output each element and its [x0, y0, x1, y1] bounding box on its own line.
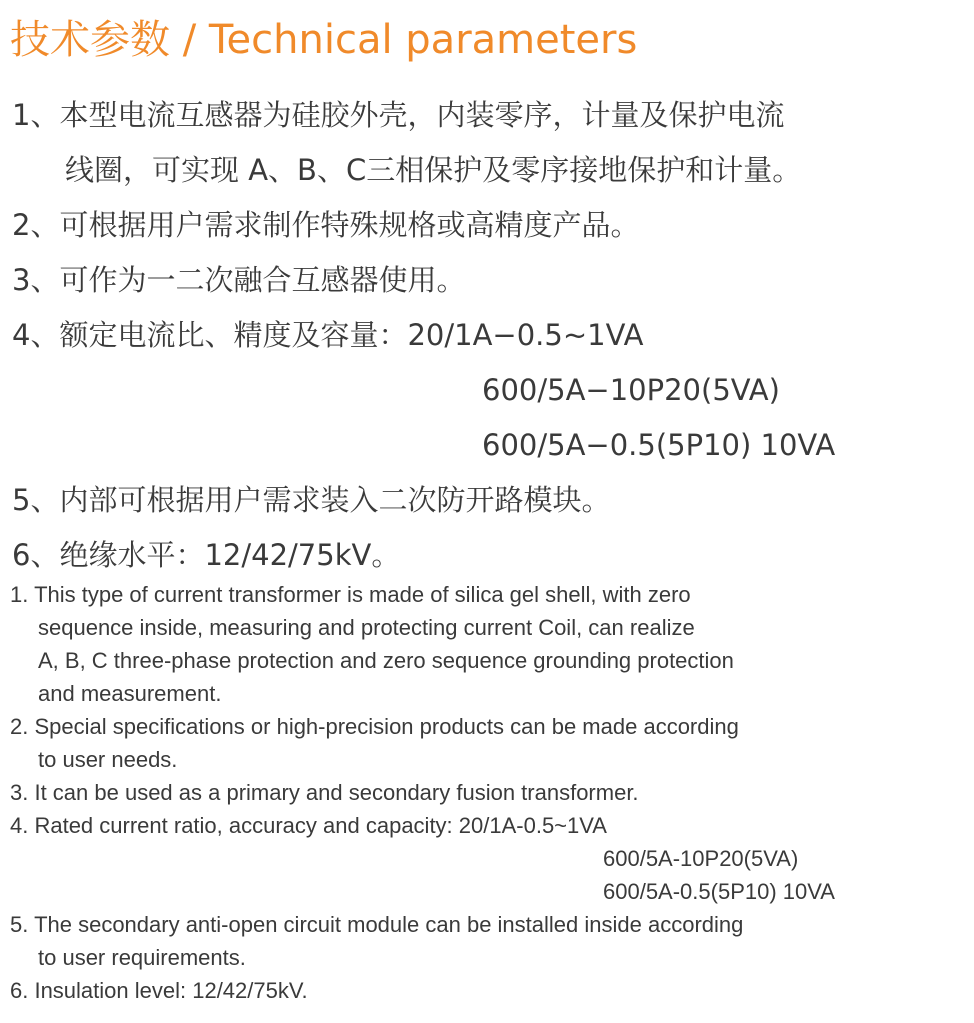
- en-item-4-line-2: 600/5A-10P20(5VA): [603, 846, 799, 871]
- cn-item-5: 5、内部可根据用户需求装入二次防开路模块。: [12, 483, 611, 517]
- en-item-1-line-1: 1. This type of current transformer is made of silica gel shell, with zero: [10, 582, 691, 607]
- cn-item-6: 6、绝缘水平：12/42/75kV。: [12, 538, 401, 572]
- en-item-2-line-1: 2. Special specifications or high-precision products can be made according: [10, 714, 739, 739]
- en-item-5-line-2: to user requirements.: [38, 945, 246, 970]
- cn-item-1-line-2: 线圈，可实现 A、B、C三相保护及零序接地保护和计量。: [65, 153, 802, 187]
- chinese-parameter-list: [12, 88, 962, 583]
- cn-item-4-line-2: 600/5A−10P20(5VA): [482, 373, 780, 407]
- en-item-5-line-1: 5. The secondary anti-open circuit module can be installed inside according: [10, 912, 744, 937]
- en-item-1-line-4: and measurement.: [38, 681, 222, 706]
- en-item-4-line-1: 4. Rated current ratio, accuracy and capacity: 20/1A-0.5~1VA: [10, 813, 607, 838]
- cn-item-3: 3、可作为一二次融合互感器使用。: [12, 263, 466, 297]
- english-parameter-list: [10, 578, 960, 1007]
- en-item-6: 6. Insulation level: 12/42/75kV.: [10, 978, 308, 1003]
- en-item-4-line-3: 600/5A-0.5(5P10) 10VA: [603, 879, 835, 904]
- en-item-2-line-2: to user needs.: [38, 747, 178, 772]
- en-item-1-line-2: sequence inside, measuring and protecting current Coil, can realize: [38, 615, 695, 640]
- en-item-3: 3. It can be used as a primary and secondary fusion transformer.: [10, 780, 639, 805]
- page-title: 技术参数 / Technical parameters: [10, 17, 638, 63]
- cn-item-1-line-1: 1、本型电流互感器为硅胶外壳，内装零序，计量及保护电流: [12, 98, 785, 132]
- en-item-1-line-3: A, B, C three-phase protection and zero sequence grounding protection: [38, 648, 734, 673]
- cn-item-4-line-1: 4、额定电流比、精度及容量：20/1A−0.5~1VA: [12, 318, 644, 352]
- cn-item-4-line-3: 600/5A−0.5(5P10) 10VA: [482, 428, 836, 462]
- cn-item-2: 2、可根据用户需求制作特殊规格或高精度产品。: [12, 208, 640, 242]
